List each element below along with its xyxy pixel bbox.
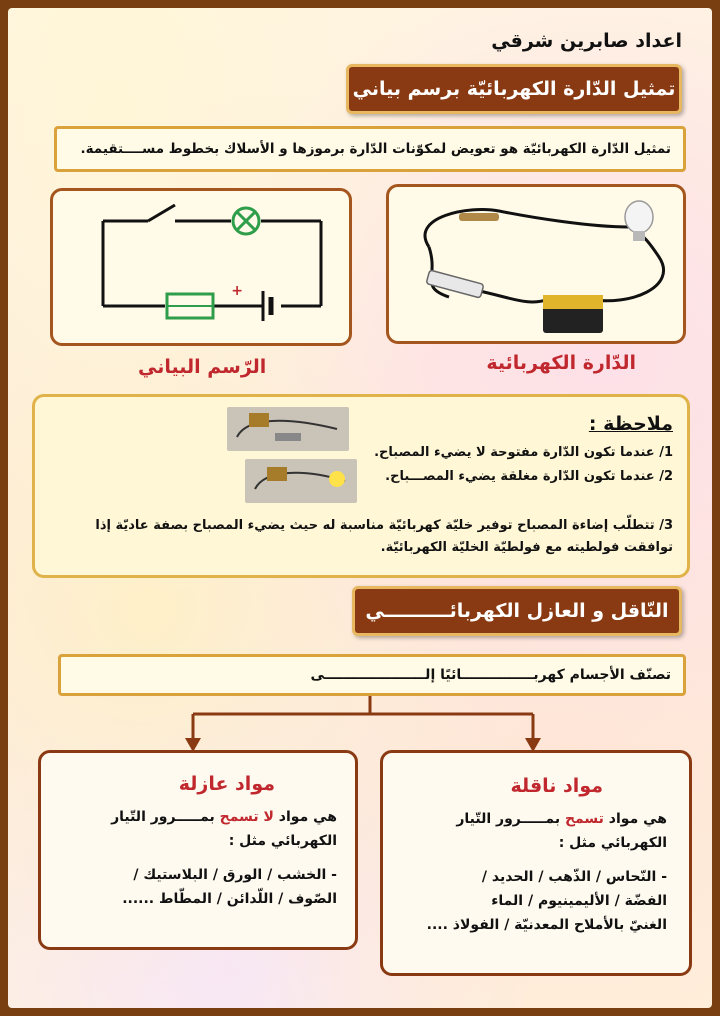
- note-item-1: 1/ عندما تكون الدّارة مفتوحة لا يضيء المصباح.: [374, 445, 673, 460]
- conductors-title: مواد ناقلة: [510, 775, 603, 797]
- note-item-3: [49, 515, 673, 559]
- insulators-desc-line-2: الكهربائي مثل :: [228, 833, 337, 849]
- definition-text: تمثيل الدّارة الكهربائيّة هو تعويض لمكوّنات الدّارة برموزها و الأسلاك بخطوط مســــتقيمة.: [80, 141, 671, 157]
- insulators-desc-post: بمـــــرور التّيار: [111, 809, 220, 825]
- definition-box: [54, 126, 686, 172]
- insulators-examples: [122, 863, 337, 911]
- closed-circuit-photo: [245, 459, 357, 503]
- section-title-conductors: [352, 586, 682, 636]
- photo-caption: الدّارة الكهربائية: [486, 352, 636, 374]
- battery-icon: [543, 295, 603, 333]
- classification-text: تصنّف الأجسام كهربـــــــــــــــائيًا إلـــــــــــــــــــــى: [310, 667, 671, 683]
- classification-box: [58, 654, 686, 696]
- note-item-2: 2/ عندما تكون الدّارة مغلقة يضيء المصـــباح.: [385, 469, 673, 484]
- note-title: ملاحظة :: [588, 413, 673, 435]
- conductors-example-3: الغنيّ بالأملاح المعدنيّة / الفولاذ ....: [426, 917, 667, 933]
- circuit-diagram-box: [50, 188, 352, 346]
- branch-arrows: [8, 696, 712, 756]
- note-item-3-line-2: توافقت فولطيته مع فولطيّة الخليّة الكهربائيّة.: [380, 540, 673, 555]
- battery-plus-sign: +: [231, 283, 243, 299]
- insulators-title: مواد عازلة: [178, 773, 275, 795]
- conductors-desc-pre: هي مواد: [603, 811, 667, 827]
- worksheet-page: [8, 8, 712, 1008]
- switch-icon: [459, 213, 499, 221]
- fuse-holder-icon: [426, 270, 484, 298]
- circuit-photo-illustration: [389, 187, 683, 341]
- conductors-desc-post: بمـــــرور التّيار: [456, 811, 565, 827]
- conductors-example-2: الفضّة / الأليمينيوم / الماء: [491, 893, 667, 909]
- lit-bulb-icon: [329, 471, 345, 487]
- lamp-symbol-icon: [233, 208, 259, 234]
- section-title-conductors-text: النّاقل و العازل الكهربائــــــــــي: [365, 600, 669, 622]
- lightbulb-icon: [625, 201, 653, 241]
- insulators-description: [111, 805, 337, 853]
- conductors-desc-line-2: الكهربائي مثل :: [558, 835, 667, 851]
- insulators-example-1: - الخشب / الورق / البلاستيك /: [133, 867, 337, 883]
- circuit-photo-box: [386, 184, 686, 344]
- open-circuit-photo: [227, 407, 349, 451]
- section-title-circuit-diagram: [346, 64, 682, 114]
- section-title-text: تمثيل الدّارة الكهربائيّة برسم بياني: [352, 78, 676, 100]
- conductors-card: [380, 750, 692, 976]
- insulators-desc-key: لا تسمح: [219, 809, 274, 825]
- conductors-description: [456, 807, 667, 855]
- note-box: [32, 394, 690, 578]
- fuse-symbol-icon: [167, 294, 213, 318]
- circuit-schematic: [53, 191, 349, 343]
- conductors-example-1: - النّحاس / الذّهب / الحديد /: [481, 869, 667, 885]
- diagram-caption: الرّسم البياني: [138, 356, 267, 378]
- conductors-examples: [427, 865, 667, 937]
- author-name: اعداد صابرين شرقي: [491, 30, 682, 52]
- insulators-desc-pre: هي مواد: [273, 809, 337, 825]
- note-item-3-line-1: 3/ تتطلّب إضاءة المصباح توفير خليّة كهربائيّة مناسبة له حيث يضيء المصباح بصفة عاديّة إذا: [95, 518, 673, 533]
- insulators-card: [38, 750, 358, 950]
- insulators-example-2: الصّوف / اللّدائن / المطّاط ......: [122, 891, 337, 907]
- conductors-desc-key: تسمح: [564, 811, 604, 827]
